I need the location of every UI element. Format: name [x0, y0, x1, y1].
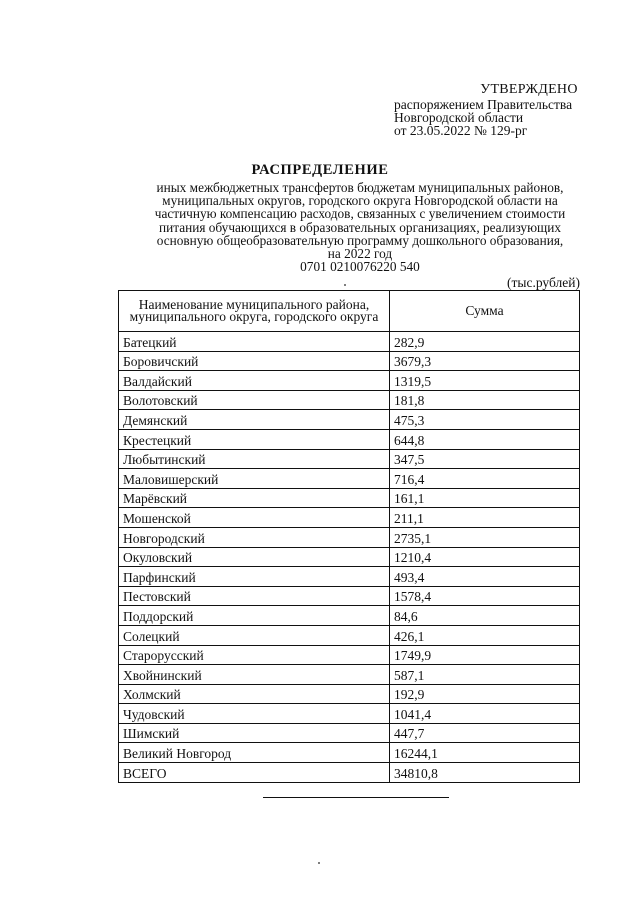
subtitle-line: муниципальных округов, городского округа Новгородской области на [162, 193, 558, 209]
row-name: Поддорский [119, 606, 390, 626]
table-body [119, 332, 580, 783]
table-row [119, 723, 580, 743]
table-row [119, 606, 580, 626]
row-name: Мошенской [119, 508, 390, 528]
document-subtitle [125, 181, 595, 273]
table-row [119, 625, 580, 645]
approval-line-date: от 23.05.2022 № 129-рг [394, 123, 528, 138]
document-title: РАСПРЕДЕЛЕНИЕ [251, 162, 389, 178]
row-name: Маловишерский [119, 469, 390, 489]
row-name: Пестовский [119, 586, 390, 606]
table-row [119, 645, 580, 665]
row-sum: 1319,5 [390, 371, 580, 391]
table-row [119, 684, 580, 704]
row-name: Окуловский [119, 547, 390, 567]
table-row [119, 488, 580, 508]
table-row [119, 449, 580, 469]
row-name: Марёвский [119, 488, 390, 508]
units-label: (тыс.рублей) [507, 275, 580, 290]
row-name: Волотовский [119, 390, 390, 410]
row-name: Валдайский [119, 371, 390, 391]
subtitle-line-code: 0701 0210076220 540 [300, 259, 420, 275]
row-name: Великий Новгород [119, 743, 390, 763]
row-sum: 447,7 [390, 723, 580, 743]
table-row [119, 665, 580, 685]
row-name: Хвойнинский [119, 665, 390, 685]
subtitle-line: частичную компенсацию расходов, связанных с увеличением стоимости [154, 206, 566, 222]
table-row [119, 390, 580, 410]
scan-speck [344, 284, 346, 286]
row-sum: 426,1 [390, 625, 580, 645]
row-name: Новгородский [119, 527, 390, 547]
row-name: Парфинский [119, 567, 390, 587]
row-sum: 1210,4 [390, 547, 580, 567]
row-name: Батецкий [119, 332, 390, 352]
row-name: Боровичский [119, 351, 390, 371]
row-sum: 1749,9 [390, 645, 580, 665]
subtitle-line: основную общеобразовательную программу дошкольного образования, [156, 232, 564, 248]
approval-stamp: УТВЕРЖДЕНО [480, 82, 578, 97]
row-sum: 716,4 [390, 469, 580, 489]
row-sum: 347,5 [390, 449, 580, 469]
subtitle-line: на 2022 год [327, 246, 393, 262]
subtitle-line: иных межбюджетных трансфертов бюджетам муниципальных районов, [156, 180, 564, 195]
table-row [119, 527, 580, 547]
row-sum: 282,9 [390, 332, 580, 352]
table-row [119, 429, 580, 449]
row-sum: 1041,4 [390, 704, 580, 724]
table-row [119, 567, 580, 587]
table-row [119, 763, 580, 783]
approval-line-region: Новгородской области [394, 110, 524, 125]
row-name: Солецкий [119, 625, 390, 645]
row-sum: 475,3 [390, 410, 580, 430]
row-name: Старорусский [119, 645, 390, 665]
table-row [119, 351, 580, 371]
row-sum: 3679,3 [390, 351, 580, 371]
row-sum: 211,1 [390, 508, 580, 528]
header-sum: Сумма [390, 291, 580, 332]
table-row [119, 371, 580, 391]
table-row [119, 743, 580, 763]
row-name: Демянский [119, 410, 390, 430]
subtitle-line: питания обучающихся в образовательных организациях, реализующих [158, 219, 562, 235]
approval-block [394, 82, 634, 137]
row-name: Шимский [119, 723, 390, 743]
table-row [119, 704, 580, 724]
row-sum: 2735,1 [390, 527, 580, 547]
row-sum: 1578,4 [390, 586, 580, 606]
row-sum: 161,1 [390, 488, 580, 508]
row-sum: 181,8 [390, 390, 580, 410]
row-name: ВСЕГО [119, 763, 390, 783]
table-row [119, 508, 580, 528]
approval-line-authority: распоряжением Правительства [394, 97, 573, 112]
row-sum: 84,6 [390, 606, 580, 626]
table-header-row [119, 291, 580, 332]
table-row [119, 586, 580, 606]
table-row [119, 332, 580, 352]
row-sum: 493,4 [390, 567, 580, 587]
scan-speck [318, 862, 320, 864]
table-row [119, 547, 580, 567]
header-name: Наименование муниципального района, муниципального округа, городского округа [119, 291, 390, 332]
row-name: Крестецкий [119, 429, 390, 449]
row-sum: 16244,1 [390, 743, 580, 763]
row-sum: 644,8 [390, 429, 580, 449]
row-name: Холмский [119, 684, 390, 704]
bottom-rule [263, 797, 449, 798]
row-name: Любытинский [119, 449, 390, 469]
table-row [119, 410, 580, 430]
row-name: Чудовский [119, 704, 390, 724]
row-sum: 34810,8 [390, 763, 580, 783]
table-row [119, 469, 580, 489]
row-sum: 587,1 [390, 665, 580, 685]
row-sum: 192,9 [390, 684, 580, 704]
distribution-table [118, 290, 580, 783]
